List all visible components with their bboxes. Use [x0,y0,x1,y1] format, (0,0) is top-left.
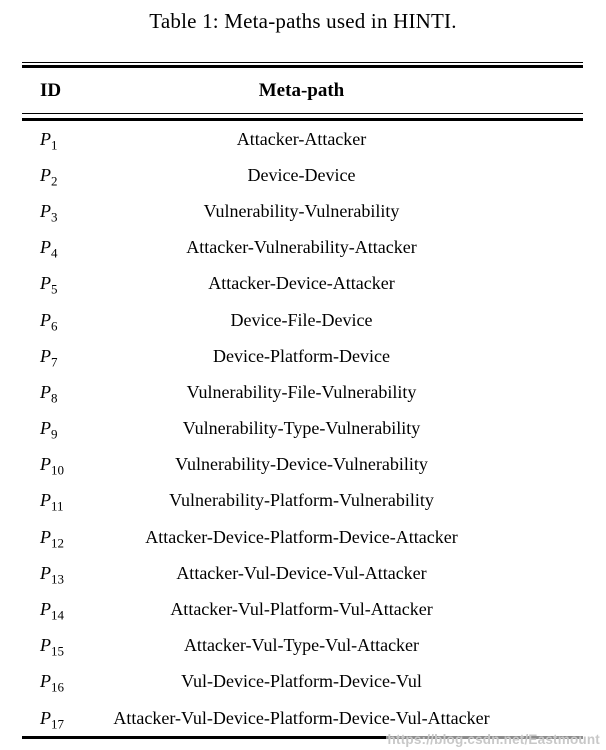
table-row [22,157,583,193]
column-header-id: ID [40,79,62,101]
row-id-sub: 16 [51,680,64,695]
row-id [22,454,80,478]
row-id-sub: 7 [51,354,58,370]
row-metapath: Device-Device [247,164,356,185]
row-id [22,128,80,153]
table-row [22,628,583,664]
row-id [22,671,80,695]
table-row [22,447,583,483]
row-id [22,707,80,732]
row-metapath: Vul-Device-Platform-Device-Vul [181,671,422,692]
row-metapath: Attacker-Vul-Device-Platform-Device-Vul-Attacker [113,707,490,728]
row-id-sub: 12 [51,535,64,551]
row-id-sub: 9 [51,426,58,442]
row-id-sub: 8 [51,390,58,406]
table-row [22,374,583,410]
row-id [22,164,80,189]
row-id-base: P [40,599,51,620]
row-id [22,526,80,551]
row-id-sub: 6 [51,318,58,334]
row-id [22,309,80,334]
row-id [22,381,80,406]
row-metapath: Attacker-Vulnerability-Attacker [186,237,417,258]
row-id-base: P [40,381,51,402]
row-id-sub: 2 [51,173,58,189]
csdn-watermark: https://blog.csdn.net/Eastmount [387,732,600,747]
row-id-sub: 15 [51,643,64,659]
table-row [22,483,583,519]
row-id-base: P [40,490,51,511]
row-id-base: P [40,418,51,439]
row-id [22,635,80,659]
row-id [22,490,80,515]
row-id-sub: 1 [51,137,58,153]
row-metapath: Attacker-Device-Attacker [208,273,395,294]
table-row [22,555,583,591]
row-id-base: P [40,309,51,330]
row-id [22,345,80,370]
row-id-sub: 11 [51,499,64,515]
row-id-base: P [40,345,51,366]
row-id-base: P [40,128,51,149]
row-id-base: P [40,562,51,583]
meta-paths-table [22,62,583,739]
row-id-base: P [40,526,51,547]
row-id-sub: 14 [51,607,64,623]
row-id [22,418,80,442]
row-metapath: Attacker-Attacker [236,128,367,149]
table-row [22,302,583,338]
table-row [22,338,583,374]
row-id-base: P [40,164,51,185]
row-metapath: Vulnerability-File-Vulnerability [186,381,417,402]
table-row [22,193,583,229]
table-row [22,591,583,627]
row-id [22,562,80,587]
row-id-base: P [40,635,51,656]
row-id-sub: 10 [51,462,64,478]
row-id-base: P [40,200,51,221]
table-row [22,664,583,700]
row-id-base: P [40,707,51,728]
row-metapath: Vulnerability-Vulnerability [203,200,400,221]
row-metapath: Attacker-Device-Platform-Device-Attacker [145,526,458,547]
column-header-metapath: Meta-path [258,79,345,101]
row-id [22,599,80,623]
row-id-base: P [40,237,51,258]
row-id [22,237,80,261]
row-id-base: P [40,273,51,294]
table-row [22,266,583,302]
row-metapath: Vulnerability-Type-Vulnerability [182,418,421,439]
row-metapath: Vulnerability-Device-Vulnerability [175,454,428,475]
row-metapath: Attacker-Vul-Platform-Vul-Attacker [170,599,433,620]
row-id-sub: 17 [51,716,64,732]
table-header-row [22,68,583,113]
row-id-sub: 13 [51,571,64,587]
row-id [22,273,80,297]
row-metapath: Attacker-Vul-Device-Vul-Attacker [176,562,427,583]
row-id-sub: 4 [51,245,58,261]
table-row [22,230,583,266]
row-metapath: Vulnerability-Platform-Vulnerability [169,490,434,511]
row-metapath: Device-Platform-Device [213,345,390,366]
row-id-base: P [40,671,51,692]
table-row [22,411,583,447]
row-id [22,200,80,225]
row-metapath: Device-File-Device [230,309,373,330]
row-metapath: Attacker-Vul-Type-Vul-Attacker [183,635,420,656]
table-row [22,121,583,157]
table-caption: Table 1: Meta-paths used in HINTI. [149,9,457,33]
row-id-sub: 5 [51,281,58,297]
row-id-base: P [40,454,51,475]
table-row [22,519,583,555]
row-id-sub: 3 [51,209,58,225]
table-body [22,121,583,736]
